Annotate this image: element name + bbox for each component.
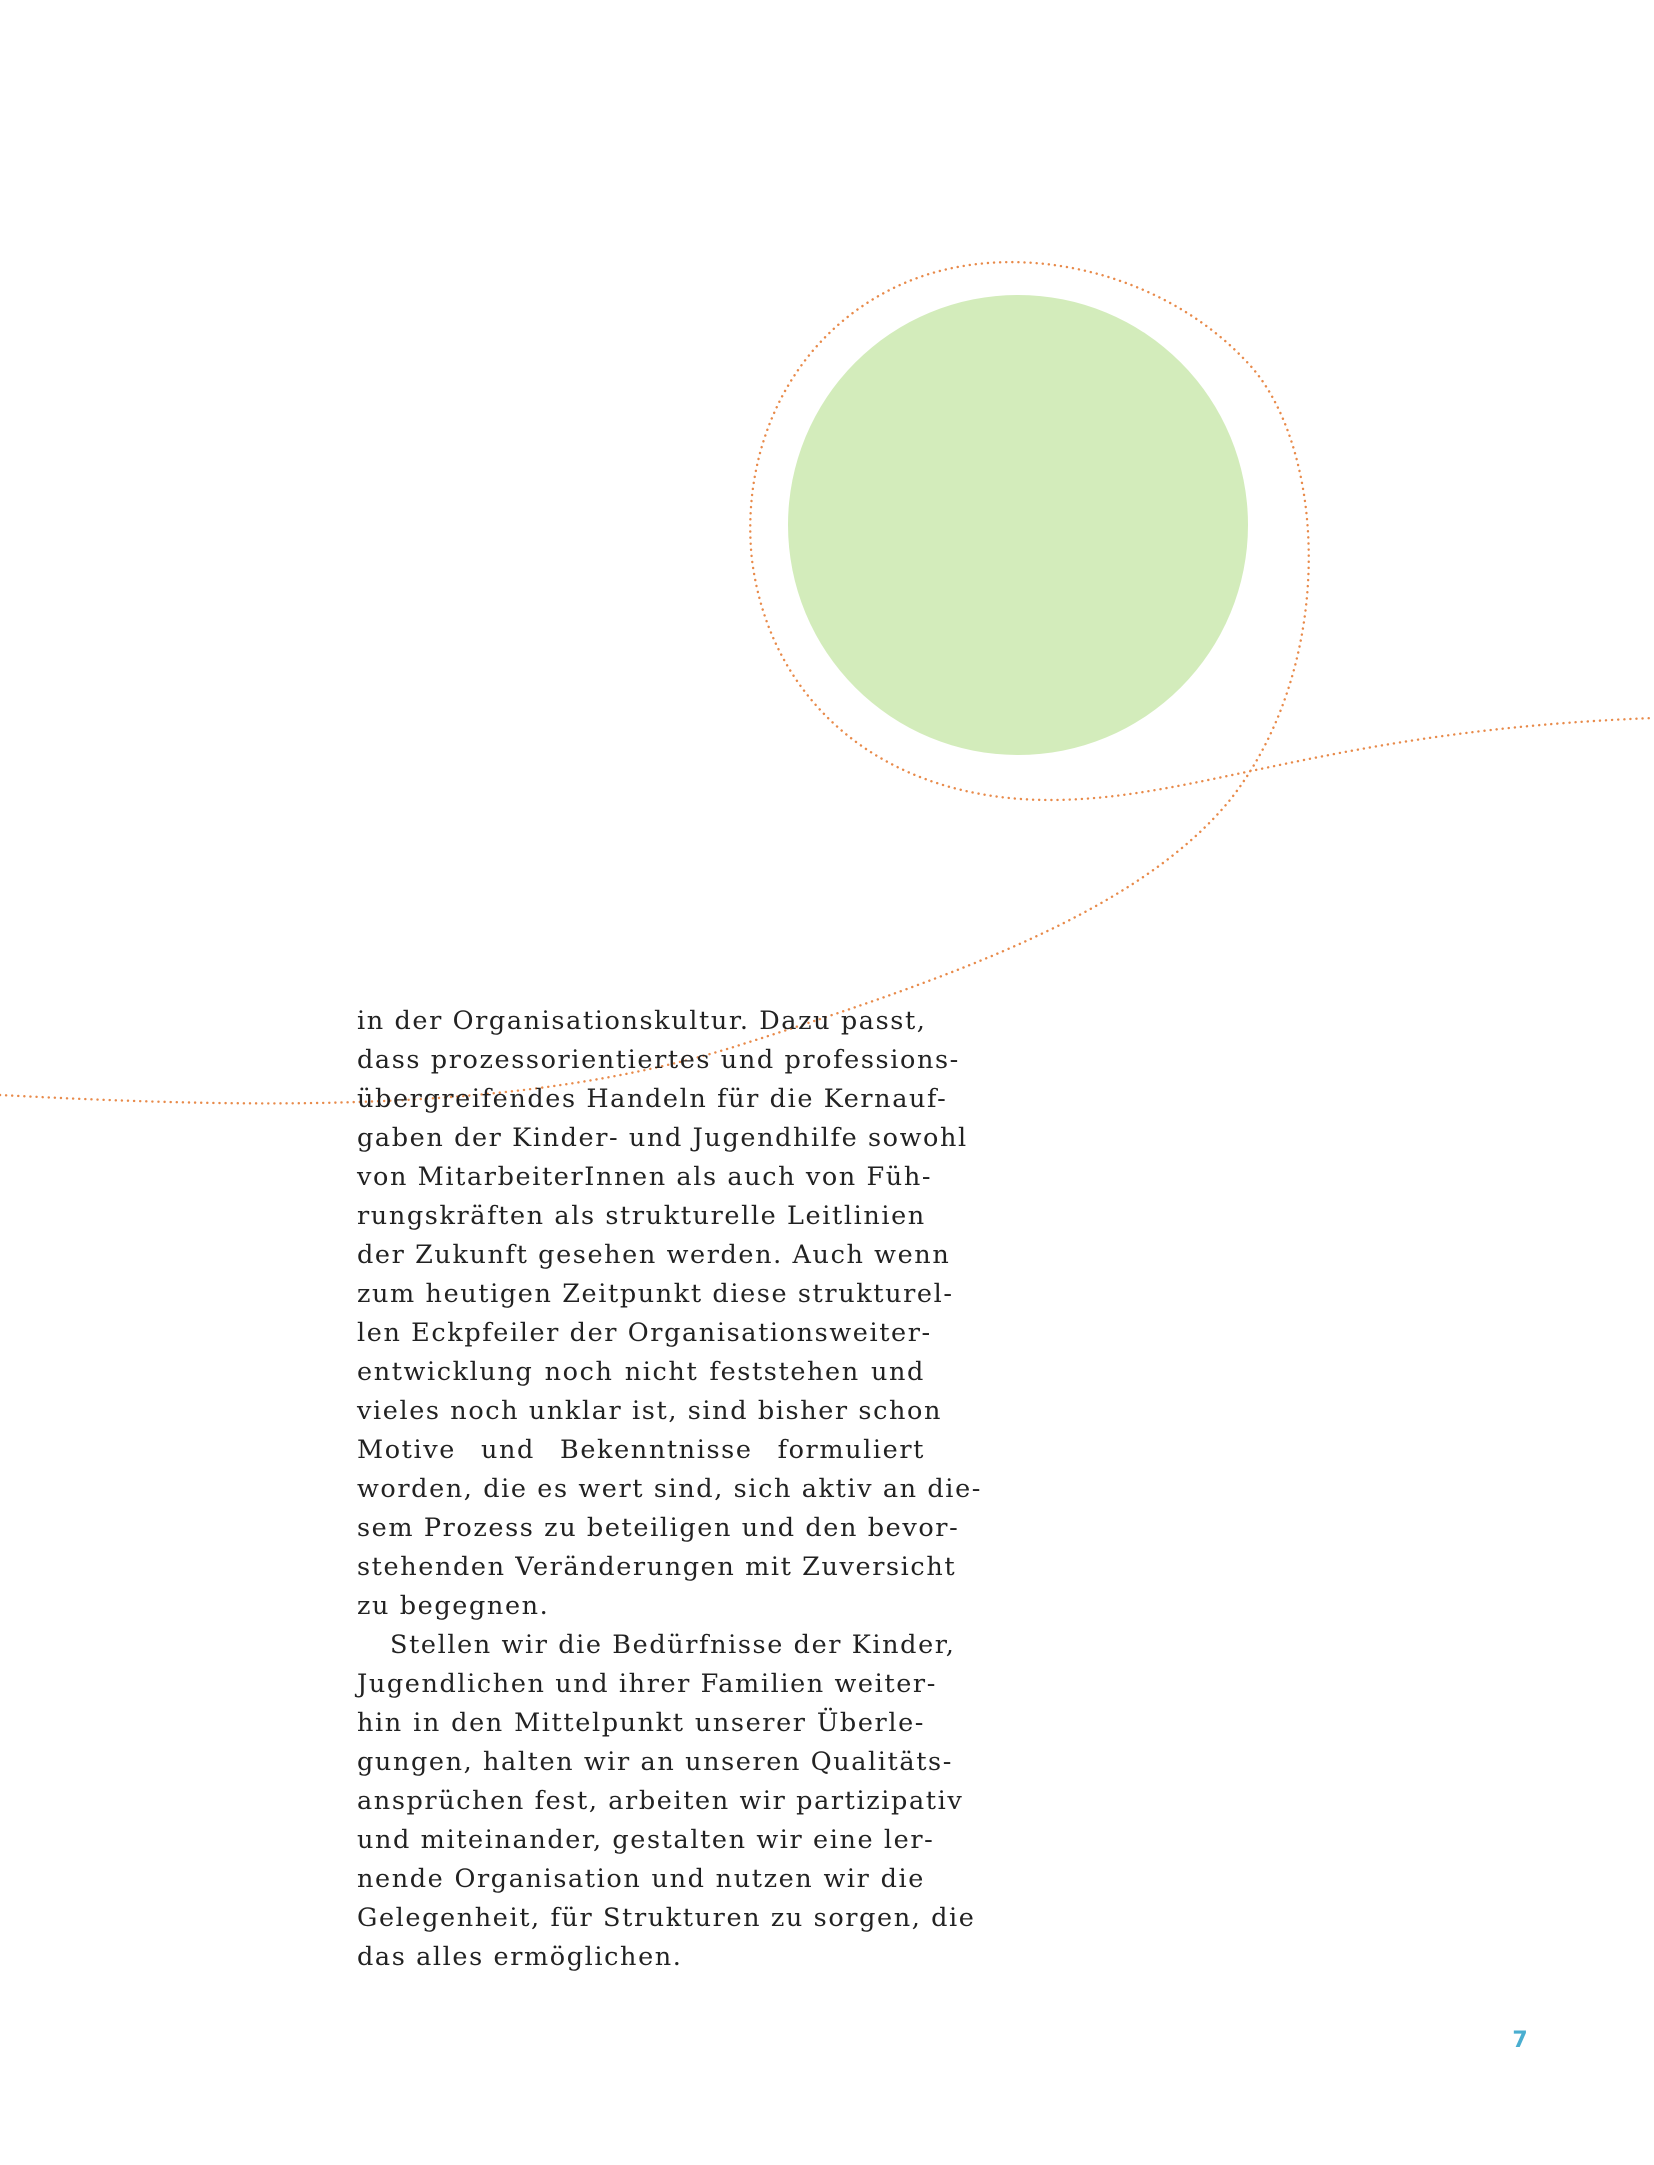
paragraph-1	[357, 1002, 982, 1626]
text-line: Jugendlichen und ihrer Familien weiter-	[357, 1669, 937, 1699]
text-line: gaben der Kinder- und Jugendhilfe sowohl	[357, 1123, 968, 1153]
page-number: 7	[1512, 2028, 1528, 2053]
text-line: zu begegnen.	[357, 1591, 550, 1621]
text-line: stehenden Veränderungen mit Zuversicht	[357, 1552, 957, 1582]
text-line: gungen, halten wir an unseren Qualitäts-	[357, 1747, 953, 1777]
dotted-orbit-line	[0, 262, 1654, 1103]
text-line: nende Organisation und nutzen wir die	[357, 1864, 925, 1894]
text-line: von MitarbeiterInnen als auch von Füh-	[357, 1162, 933, 1192]
paragraph-2	[357, 1626, 976, 1977]
text-line: ansprüchen fest, arbeiten wir partizipativ	[357, 1786, 964, 1816]
text-line: vieles noch unklar ist, sind bisher schon	[357, 1396, 942, 1426]
body-text-column	[357, 1002, 982, 1977]
text-line: übergreifendes Handeln für die Kernauf-	[357, 1084, 948, 1114]
text-line: der Zukunft gesehen werden. Auch wenn	[357, 1240, 951, 1270]
text-line: worden, die es wert sind, sich aktiv an die-	[357, 1474, 982, 1504]
text-line: zum heutigen Zeitpunkt diese strukturel-	[357, 1279, 954, 1309]
text-line: Motive und Bekenntnisse formuliert	[357, 1435, 925, 1465]
text-line: dass prozessorientiertes und professions-	[357, 1045, 960, 1075]
text-line: Gelegenheit, für Strukturen zu sorgen, die	[357, 1903, 976, 1933]
text-line: len Eckpfeiler der Organisationsweiter-	[357, 1318, 932, 1348]
text-line: Stellen wir die Bedürfnisse der Kinder,	[390, 1630, 956, 1660]
text-line: sem Prozess zu beteiligen und den bevor-	[357, 1513, 960, 1543]
text-line: und miteinander, gestalten wir eine ler-	[357, 1825, 935, 1855]
text-line: entwicklung noch nicht feststehen und	[357, 1357, 925, 1387]
text-line: rungskräften als strukturelle Leitlinien	[357, 1201, 926, 1231]
text-line: das alles ermöglichen.	[357, 1942, 683, 1972]
green-circle	[788, 295, 1248, 755]
text-line: hin in den Mittelpunkt unserer Überle-	[357, 1708, 925, 1738]
text-line: in der Organisationskultur. Dazu passt,	[357, 1006, 927, 1036]
